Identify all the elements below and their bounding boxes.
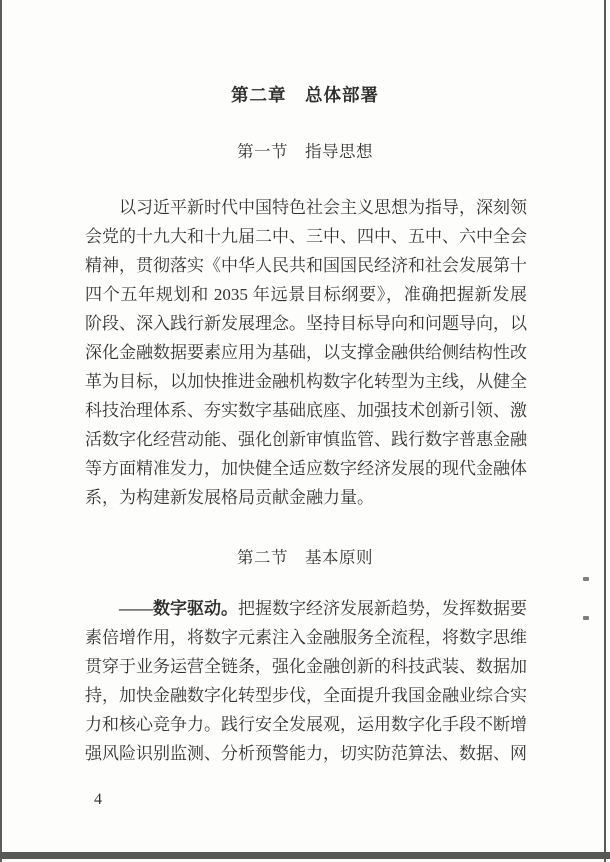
paragraph-line: 强风险识别监测、分析预警能力，切实防范算法、数据、网 xyxy=(85,744,527,763)
paragraph-line: 力和核心竞争力。践行安全发展观，运用数字化手段不断增 xyxy=(85,715,527,734)
paragraph-line: 四个五年规划和 2035 年远景目标纲要》，准确把握新发展 xyxy=(85,285,527,304)
paragraph-line-text: 把握数字经济发展新趋势，发挥数据要 xyxy=(238,599,527,618)
emphasis-digital-drive: ——数字驱动。 xyxy=(119,599,238,618)
paragraph-line: 持，加快金融数字化转型步伐，全面提升我国金融业综合实 xyxy=(85,686,527,705)
paragraph-line: 深化金融数据要素应用为基础，以支撑金融供给侧结构性改 xyxy=(85,343,527,362)
paragraph-line: 革为目标，以加快推进金融机构数字化转型为主线，从健全 xyxy=(85,372,527,391)
paragraph-line: 会党的十九大和十九届二中、三中、四中、五中、六中全会 xyxy=(85,227,527,246)
paragraph-line: 以习近平新时代中国特色社会主义思想为指导，深刻领 xyxy=(119,198,527,217)
paragraph-line: 系，为构建新发展格局贡献金融力量。 xyxy=(85,488,374,507)
paragraph-lines-container xyxy=(85,623,527,768)
section-heading-guiding-ideology: 第一节 指导思想 xyxy=(237,142,373,161)
scan-edge-bar-bottom xyxy=(0,852,610,859)
paragraph-line: 精神，贯彻落实《中华人民共和国国民经济和社会发展第十 xyxy=(85,256,527,275)
paragraph-line xyxy=(85,594,527,623)
paragraph-line: 活数字化经营动能、强化创新审慎监管、践行数字普惠金融 xyxy=(85,430,527,449)
scan-speck xyxy=(583,577,589,581)
paragraph-line: 科技治理体系、夯实数字基础底座、加强技术创新引领、激 xyxy=(85,401,527,420)
scan-edge-line-left xyxy=(0,0,2,862)
paragraph-guiding-ideology xyxy=(85,193,527,512)
chapter-title: 第二章 总体部署 xyxy=(231,85,379,105)
scan-speck xyxy=(583,616,589,620)
scan-edge-line-right xyxy=(604,0,606,862)
paragraph-basic-principles xyxy=(85,594,527,768)
paragraph-line: 等方面精准发力，加快健全适应数字经济发展的现代金融体 xyxy=(85,459,527,478)
page-number: 4 xyxy=(94,791,102,808)
section-heading-basic-principles: 第二节 基本原则 xyxy=(237,548,373,567)
paragraph-line: 贯穿于业务运营全链条，强化金融创新的科技武装、数据加 xyxy=(85,657,527,676)
paragraph-line: 素倍增作用，将数字元素注入金融服务全流程，将数字思维 xyxy=(85,628,527,647)
paragraph-line: 阶段、深入践行新发展理念。坚持目标导向和问题导向，以 xyxy=(85,314,527,333)
